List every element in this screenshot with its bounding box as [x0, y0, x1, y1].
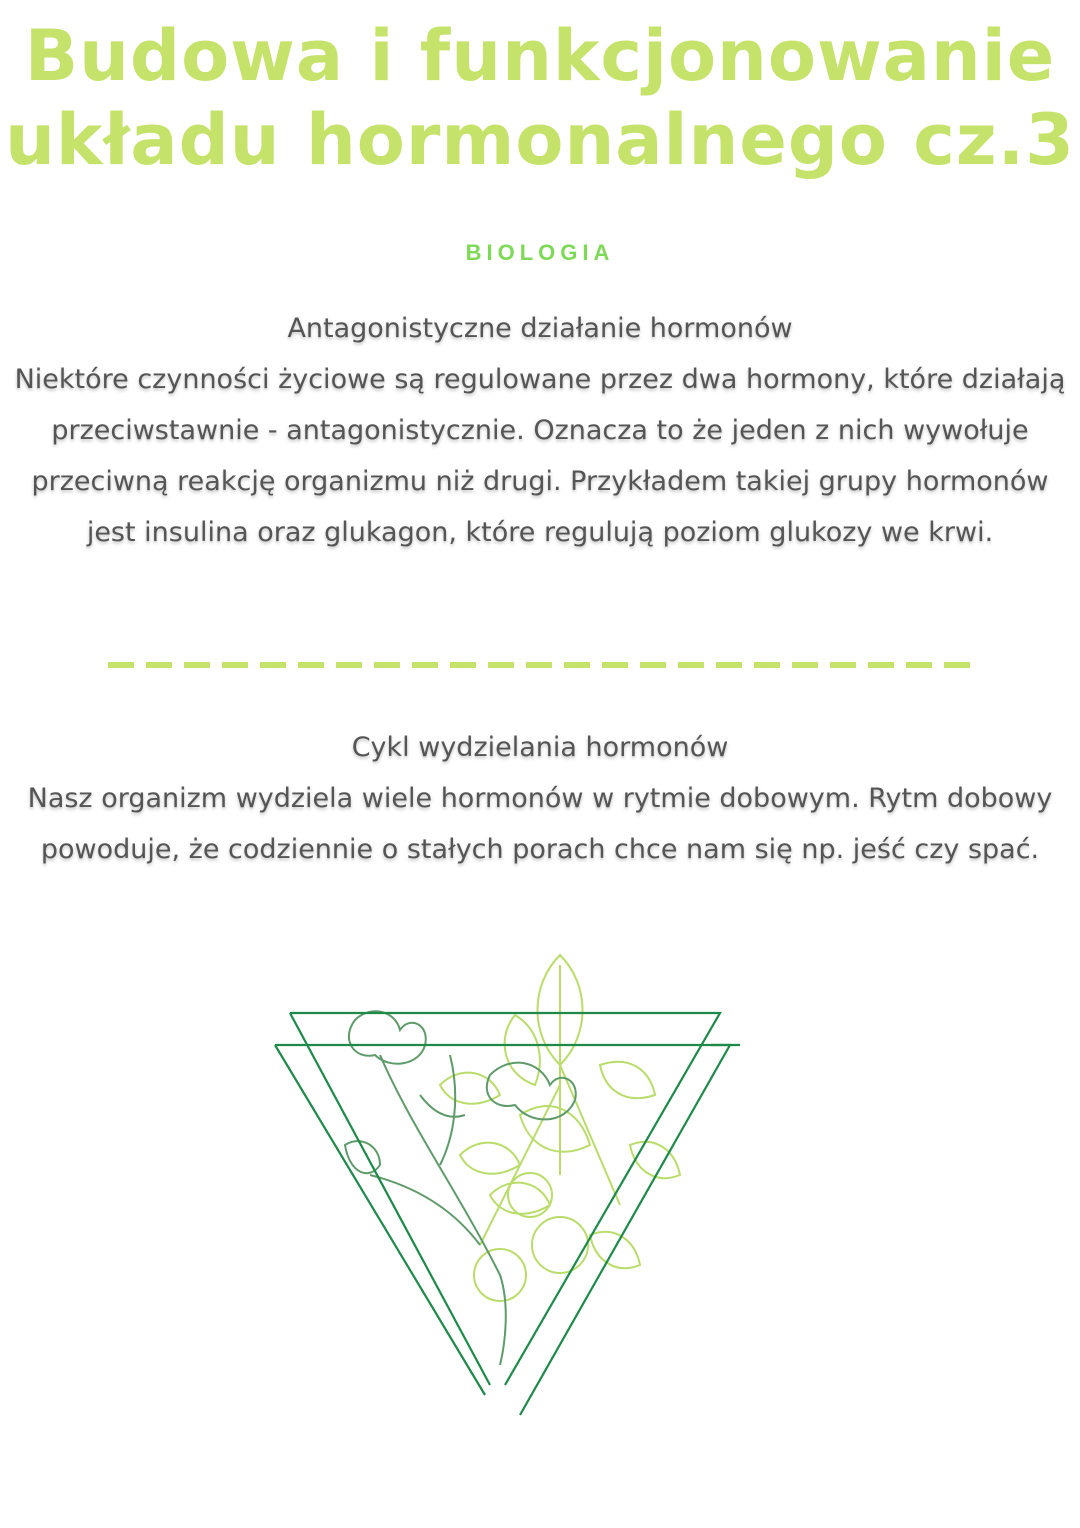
triangle-frame: [275, 1013, 740, 1415]
floral-triangle-emblem: [260, 945, 760, 1425]
floral-outline-dark: [345, 1011, 576, 1365]
title-line-1: Budowa i funkcjonowanie: [24, 15, 1056, 97]
section-cycle: [0, 722, 1080, 875]
subject-label: BIOLOGIA: [465, 240, 615, 265]
section-heading: Antagonistyczne działanie hormonów: [287, 313, 793, 344]
section-heading: Cykl wydzielania hormonów: [351, 732, 729, 763]
section-body: Niektóre czynności życiowe są regulowane przez dwa hormony, które działają przeciwstawnie - antagonistycznie. Oznacza to że jeden z nich wywołuje przeciwną reakcję organizmu niż drugi. Przykładem takiej grupy hormonów jest insulina oraz glukagon, które regulują poziom glukozy we krwi.: [14, 364, 1066, 548]
section-body: Nasz organizm wydziela wiele hormonów w rytmie dobowym. Rytm dobowy powoduje, że codziennie o stałych porach chce nam się np. jeść czy spać.: [27, 783, 1053, 865]
page-title: [0, 14, 1080, 182]
section-antagonistic: [0, 303, 1080, 558]
dashed-divider: [108, 662, 972, 668]
floral-illustration: [440, 955, 680, 1301]
title-line-2: układu hormonalnego cz.3: [5, 99, 1075, 181]
